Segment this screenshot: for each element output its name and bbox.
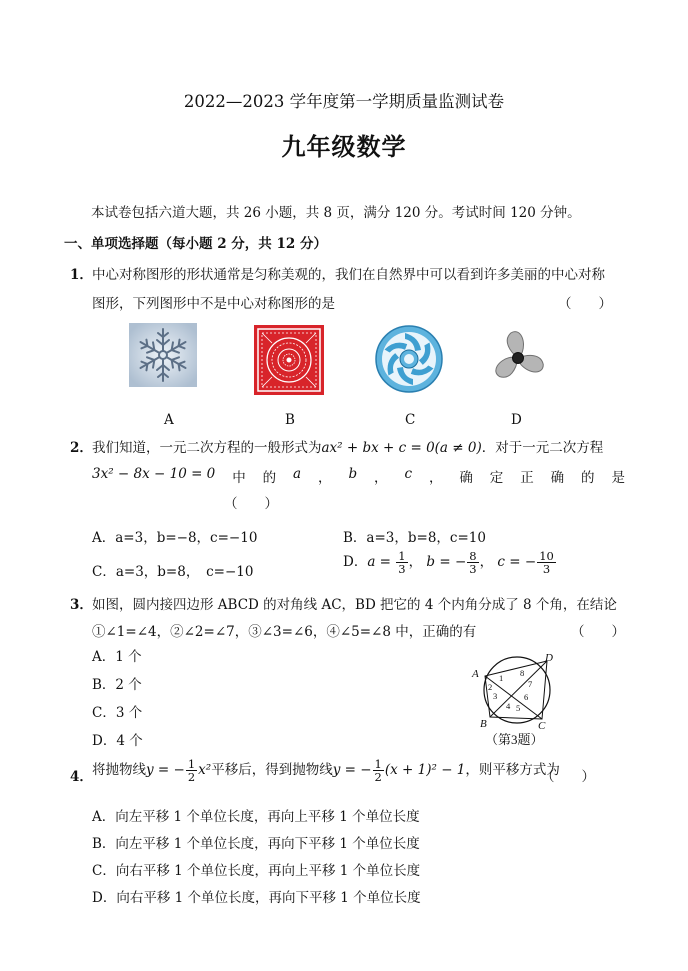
answer-bracket: （ ） [558, 296, 612, 312]
angle-label: 7 [528, 679, 533, 689]
option-d: D．向右平移 1 个单位长度，再向下平移 1 个单位长度 [92, 890, 421, 906]
cyclic-quadrilateral-figure [468, 648, 560, 730]
question-text: 中心对称图形的形状通常是匀称美观的，我们在自然界中可以看到许多美丽的中心对称 [92, 267, 605, 283]
disc-wheel-image [375, 325, 443, 393]
question-text-part: 我们知道，一元二次方程的一般形式为 [92, 440, 322, 456]
option-c: C．向右平移 1 个单位长度，再向上平移 1 个单位长度 [92, 863, 421, 879]
angle-label: 1 [499, 673, 504, 683]
word: a [293, 466, 302, 482]
option-b: B．a=3，b=8，c=10 [343, 530, 486, 546]
option-label-d: D [511, 412, 522, 428]
question-text-part: 将抛物线 [92, 762, 146, 778]
word: ， [428, 470, 443, 486]
option-a: A．向左平移 1 个单位长度，再向上平移 1 个单位长度 [92, 809, 420, 825]
answer-bracket: （ ） [571, 624, 625, 640]
question-text: 如图，圆内接四边形 ABCD 的对角线 AC，BD 把它的 4 个内角分成了 8 个角，在结论 [92, 597, 617, 613]
word: 确 [459, 470, 473, 486]
fraction: $\frac{8}{3}$ [469, 549, 477, 576]
word: b [348, 466, 358, 482]
equation-general-form: ax² + bx + c = 0(a ≠ 0) [321, 440, 482, 456]
section-heading: 一、单项选择题（每小题 2 分，共 12 分） [64, 236, 327, 252]
angle-label: 3 [493, 691, 498, 701]
word: 正 [520, 470, 534, 486]
word: 的 [581, 470, 595, 486]
question-text: 图形，下列图形中不是中心对称图形的是 [92, 296, 335, 312]
question-number: 3． [70, 597, 93, 613]
word: 中 [232, 470, 246, 486]
word: ， [374, 470, 388, 486]
option-c: C．3 个 [92, 705, 143, 721]
angle-label: 5 [516, 703, 521, 713]
option-b: B．2 个 [92, 677, 142, 693]
answer-bracket: （ ） [541, 769, 595, 785]
point-label: D [545, 652, 553, 664]
question-number: 4． [70, 769, 93, 785]
equation-specific: 3x² − 8x − 10 = 0 [92, 466, 216, 482]
snowflake-image [129, 323, 197, 387]
option-d-prefix: D． [343, 554, 368, 570]
fan-image [484, 327, 552, 391]
option-d: D．a = $\frac{1}{3}$ ， b = − $\frac{8}{3}$ ， c = − $\frac{10}{3}$ [343, 549, 554, 576]
equation-part: (x + 1)² − 1 [384, 762, 466, 778]
option-label-c: C [405, 412, 416, 428]
angle-label: 8 [520, 668, 525, 678]
word: 定 [489, 470, 504, 486]
point-label: C [538, 720, 546, 730]
question-text-part: ．对于一元二次方程 [481, 440, 604, 456]
point-label: A [472, 668, 479, 680]
word: 确 [550, 470, 565, 486]
question-text [92, 758, 560, 783]
word: ， [318, 470, 332, 486]
fraction: $\frac{1}{3}$ [398, 549, 406, 576]
option-label-b: B [285, 412, 295, 428]
answer-bracket: （ ） [224, 496, 278, 512]
angle-label: 4 [506, 701, 511, 711]
question-text: ①∠1=∠4，②∠2=∠7，③∠3=∠6，④∠5=∠8 中，正确的有 [92, 624, 477, 640]
fraction: $\frac{10}{3}$ [539, 549, 554, 576]
question-number: 1． [70, 267, 93, 283]
exam-intro: 本试卷包括六道大题，共 26 小题，共 8 页，满分 120 分。考试时间 120 分钟。 [91, 205, 581, 221]
fraction: $\frac{1}{2}$ [187, 757, 196, 784]
subject-title: 九年级数学 [281, 132, 407, 161]
figure-caption: （第3题） [485, 732, 544, 747]
question-text-part: 平移后，得到抛物线 [211, 762, 333, 778]
equation-part: y = − [146, 762, 185, 778]
word: c [404, 466, 413, 482]
equation-part: x² [198, 762, 212, 778]
option-c: C．a=3，b=8， c=−10 [92, 564, 254, 580]
word: 是 [611, 470, 625, 486]
question-text [92, 466, 625, 486]
option-b: B．向左平移 1 个单位长度，再向下平移 1 个单位长度 [92, 836, 420, 852]
exam-title: 2022—2023 学年度第一学期质量监测试卷 [183, 92, 505, 111]
option-a: A．1 个 [92, 649, 142, 665]
question-number: 2． [70, 440, 93, 456]
option-a: A．a=3，b=−8，c=−10 [92, 530, 258, 546]
angle-label: 6 [524, 692, 529, 702]
equation-part: y = − [332, 762, 372, 778]
option-d: D．4 个 [92, 733, 143, 749]
fraction: $\frac{1}{2}$ [374, 757, 382, 784]
paper-cut-image [254, 325, 324, 395]
option-label-a: A [164, 412, 174, 428]
word: 的 [262, 470, 277, 486]
angle-label: 2 [488, 682, 493, 692]
question-text-part: ，则平移方式为 [465, 762, 560, 778]
point-label: B [480, 718, 487, 730]
question-text [92, 436, 603, 456]
